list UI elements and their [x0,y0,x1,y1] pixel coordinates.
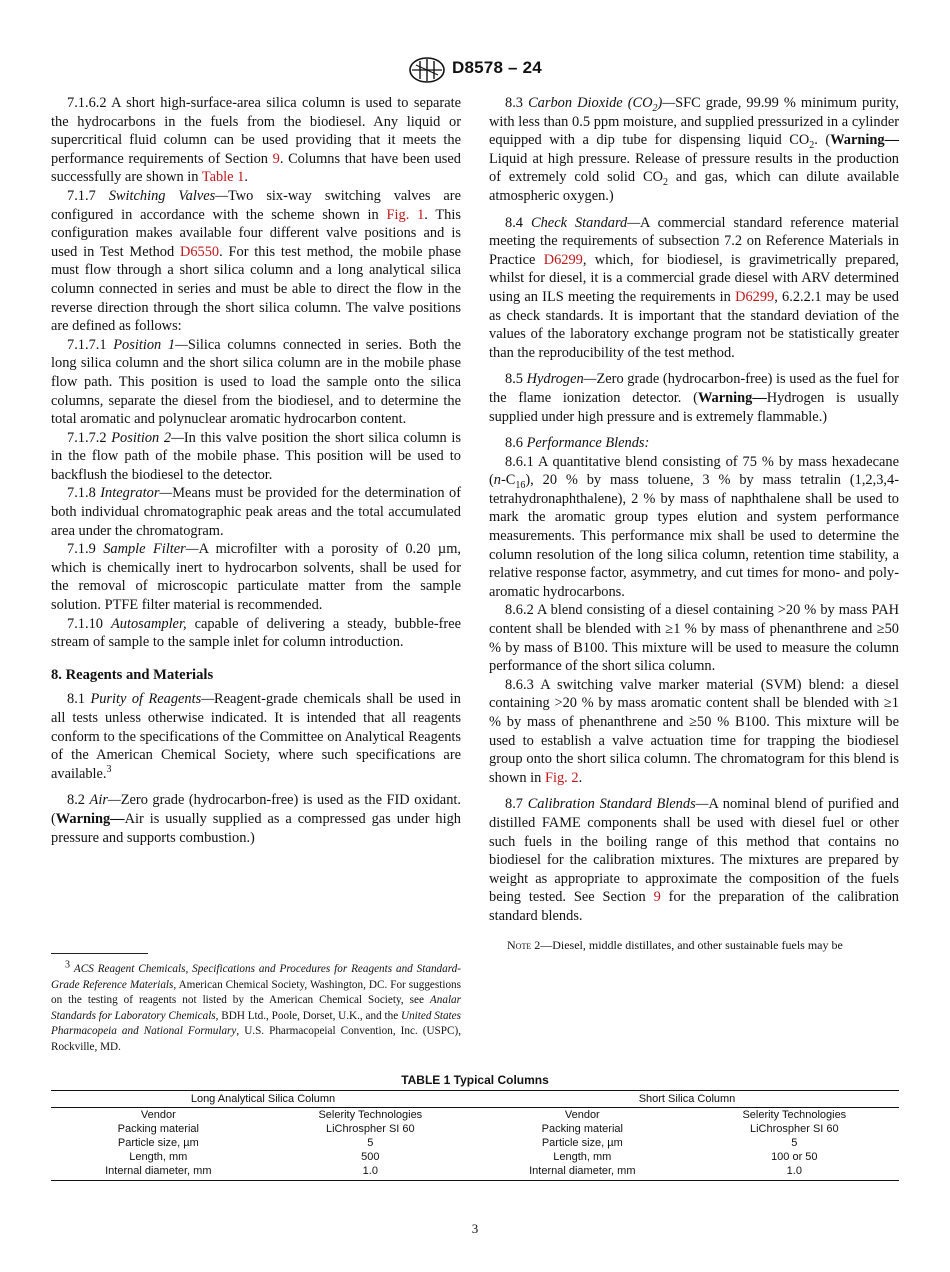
document-id: D8578 – 24 [452,58,542,77]
paragraph-7-1-7-1: 7.1.7.1 Position 1—Silica columns connected in series. Both the long silica column and the short silica column are in the mobile phase flow path. This position is used to load the sample onto the silica columns, separate the diesel from the biodiesel, and to determine the total aromatic and polynuclear aromatic hydrocarbon content. [51,336,462,428]
footnote-divider [51,953,148,954]
paragraph-7-1-7: 7.1.7 Switching Valves—Two six-way switching valves are configured in accordance with the scheme shown in Fig. 1. This configuration makes available four different valve positions and is used in Test Method D6550. For this test method, the mobile phase must flow through a short silica column and a long analytical silica column connected in series and must be able to direct the flow in the reverse direction through the short silica column. The valve positions are defined as follows: [51,187,461,335]
paragraph-7-1-10: 7.1.10 Autosampler, capable of delivering a steady, bubble-free stream of sample to the sample inlet for column introduction. [51,615,461,651]
astm-logo-icon [408,56,446,84]
paragraph-8-6-2: 8.6.2 A blend consisting of a diesel containing >20 % by mass PAH content shall be blended with ≥1 % by mass of phenanthrene and ≥50 % by mass of B100. This mixture will be used to measure the column performance of the short silica column. [489,602,899,675]
section-9-link-2[interactable]: 9 [653,889,661,906]
paragraph-8-6-1: 8.6.1 A quantitative blend consisting of 75 % by mass hexadecane $(n-C_{16})$, 20 % by mass toluene, 3 % by mass tetralin (1,2,3,4-tetrahydronaphthalene), 2 % by mass of naphthalene shall be used to mark the aromatic group types elution and system performance measurements. This performance mix shall be used to determine the column resolution of the long silica column, retention time stability, a relative response factor, asymmetry, and cut times for mono- and poly-aromatic hydrocarbons. [489,453,899,600]
table-row: Internal diameter, mm 1.0 Internal diameter, mm 1.0 [51,1164,899,1181]
table-group-short: Short Silica Column [475,1091,899,1108]
left-column [51,94,461,847]
table-header-row [51,1091,899,1108]
table-group-long: Long Analytical Silica Column [51,1091,475,1108]
paragraph-7-1-8: 7.1.8 Integrator—Means must be provided for the determination of both individual chromatographic peak areas and the total accumulated area under the chromatogram. [51,485,461,539]
section-heading: 8. Reagents and Materials [51,666,214,683]
d6299-link[interactable]: D6299 [543,251,583,268]
table-row: Vendor Selerity Technologies Vendor Selerity Technologies [140,1109,847,1121]
paragraph-8-5: 8.5 Hydrogen—Zero grade (hydrocarbon-free) is used as the fuel for the flame ionization detector. (Warning—Hydrogen is usually supplied under high pressure and is extremely flammable.) [489,371,899,425]
paragraph-8-1: 8.1 Purity of Reagents—Reagent-grade chemicals shall be used in all tests unless otherwise indicated. It is intended that all reagents conform to the specifications of the Committee on Analytical Reagents of the American Chemical Society, where such specifications are available.$^3$ [51,691,461,782]
table-title: TABLE 1 Typical Columns [401,1073,549,1087]
paragraph-8-4: 8.4 Check Standard—A commercial standard reference material meeting the requirements of subsection 7.2 on Reference Materials in Practice D6299, which, for biodiesel, is gravimetrically prepared, whilst for diesel, it is a commercial grade diesel with ARV determined using an ILS meeting the requirements in D6299, 6.2.2.1 may be used as check standards. It is important that the standard deviation of the values of the laboratory exchange program not be statistically greater than the reproducibility of the test method. [489,214,899,361]
fig-2-link[interactable]: Fig. 2 [544,769,579,786]
paragraph-7-1-9: 7.1.9 Sample Filter—A microfilter with a porosity of 0.20 µm, which is chemically inert to hydrocarbon solvents, shall be used for the removal of microscopic particulate matter from the sample solution. PTFE filter material is recommended. [51,541,461,614]
columns-table [51,1090,899,1181]
paragraph-7-1-7-2: 7.1.7.2 Position 2—In this valve position the short silica column is in the flow path of the mobile phase. This position will be used to backflush the biodiesel to the detector. [51,429,461,483]
paragraph-8-6: 8.6 Performance Blends: [505,435,650,452]
right-column [489,94,899,954]
note-2: Note 2—Diesel, middle distillates, and other sustainable fuels may be [507,937,843,952]
page-header [0,54,950,88]
table-row: Particle size, µm 5 Particle size, µm 5 [117,1137,798,1149]
paragraph-8-3: 8.3 Carbon Dioxide $(CO_2)—SFC$ grade, 99.99 % minimum purity, with less than 0.5 ppm moisture, and supplied pressurized in a cylinder equipped with a dip tube for dispensing liquid $CO_2$. (Warning—Liquid at high pressure. Release of pressure results in the production of extremely cold solid $CO_2$ and gas, which can dilute available atmospheric oxygen.) [489,95,899,204]
paragraph-8-7: 8.7 Calibration Standard Blends—A nominal blend of purified and distilled FAME components shall be used with diesel fuel or other such fuels in the boiling range of this method that contains no biodiesel for the calibration mixtures. The mixtures are prepared by weight as appropriate to approximate the composition of the fuels being tested. See Section 9 for the preparation of the calibration standard blends. [489,796,899,924]
footnote-ref[interactable]: 3 [106,763,112,775]
table-row: Packing material LiChrospher SI 60 Packing material LiChrospher SI 60 [117,1123,839,1135]
d6550-link[interactable]: D6550 [179,243,220,260]
fig-1-link[interactable]: Fig. 1 [386,206,425,223]
paragraph-8-6-3: 8.6.3 A switching valve marker material (SVM) blend: a diesel containing >20 % by mass aromatic content shall be blended with ≥1 % by mass of phenanthrene and ≥50 % B100. This mixture will be used to establish a valve actuation time for trapping the biodiesel group onto the short silica column. The chromatogram for this blend is shown in Fig. 2. [489,676,900,786]
table-1-link[interactable]: Table 1 [201,169,245,186]
footnote: $^3$ ACS Reagent Chemicals, Specifications and Procedures for Reagents and Standard-Grade Reference Materials, American Chemical Society, Washington, DC. For suggestions on the testing of reagents not listed by the American Chemical Society, see Analar Standards for Laboratory Chemicals, BDH Ltd., Poole, Dorset, U.K., and the United States Pharmacopeia and National Formulary, U.S. Pharmacopeial Convention, Inc. (USPC), Rockville, MD. [51,959,461,1053]
paragraph-7-1-6-2: 7.1.6.2 A short high-surface-area silica column is used to separate the hydrocarbons in the fuels from the biodiesel. Any liquid or supercritical fluid column can be used providing that it meets the performance requirements of Section 9. Columns that have been used successfully are shown in Table 1. [51,95,461,186]
table-row: Length, mm 500 Length, mm 100 or 50 [129,1151,818,1163]
d6299-link-2[interactable]: D6299 [735,288,775,305]
paragraph-8-2: 8.2 Air—Zero grade (hydrocarbon-free) is used as the FID oxidant. (Warning—Air is usually supplied as a compressed gas under high pressure and supports combustion.) [51,792,461,846]
page-number: 3 [471,1221,479,1236]
section-9-link[interactable]: 9 [272,150,280,167]
